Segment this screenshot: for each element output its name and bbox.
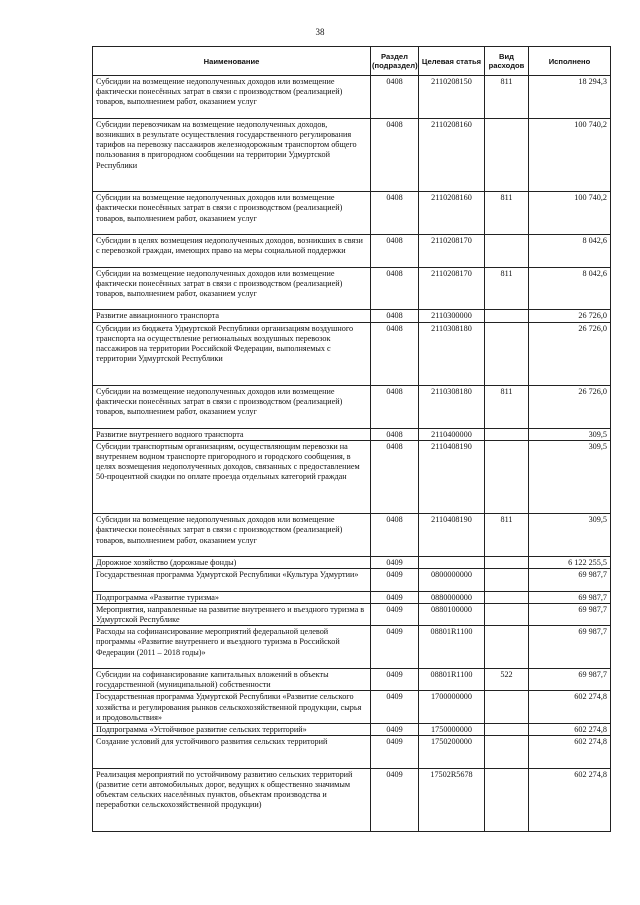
table-row <box>93 322 611 385</box>
cell-executed: 309,5 <box>529 428 611 440</box>
cell-expense-type <box>485 322 529 385</box>
table-body <box>93 76 611 832</box>
cell-section: 0408 <box>371 192 419 235</box>
cell-section: 0408 <box>371 76 419 119</box>
cell-expense-type: 811 <box>485 385 529 428</box>
cell-section: 0408 <box>371 428 419 440</box>
cell-name: Дорожное хозяйство (дорожные фонды) <box>93 556 371 568</box>
cell-expense-type <box>485 603 529 625</box>
cell-section: 0408 <box>371 267 419 310</box>
cell-section: 0409 <box>371 591 419 603</box>
cell-expense-type: 811 <box>485 514 529 557</box>
page-number: 38 <box>315 27 325 37</box>
cell-name: Развитие внутреннего водного транспорта <box>93 428 371 440</box>
cell-target-item: 2110300000 <box>419 310 485 322</box>
cell-target-item: 2110308180 <box>419 322 485 385</box>
cell-section: 0409 <box>371 603 419 625</box>
cell-name: Государственная программа Удмуртской Республики «Культура Удмуртии» <box>93 569 371 591</box>
cell-target-item <box>419 556 485 568</box>
cell-expense-type: 522 <box>485 668 529 690</box>
cell-expense-type <box>485 556 529 568</box>
table-row <box>93 192 611 235</box>
cell-section: 0409 <box>371 668 419 690</box>
budget-table <box>92 46 611 832</box>
cell-executed: 602 274,8 <box>529 736 611 769</box>
table-row <box>93 385 611 428</box>
cell-executed: 100 740,2 <box>529 192 611 235</box>
cell-expense-type <box>485 428 529 440</box>
cell-section: 0409 <box>371 626 419 669</box>
cell-section: 0409 <box>371 723 419 735</box>
cell-name: Субсидии из бюджета Удмуртской Республики организациям воздушного транспорта на осуществление региональных воздушных перевозок пассажиров на территории Российской Федерации, выполняемых с территории Удмуртской Республики <box>93 322 371 385</box>
cell-target-item: 0880100000 <box>419 603 485 625</box>
table-row <box>93 736 611 769</box>
table-row <box>93 440 611 513</box>
cell-name: Субсидии в целях возмещения недополученных доходов, возникших в связи с перевозкой граждан, имеющих право на меры социальной поддержки <box>93 234 371 267</box>
cell-section: 0408 <box>371 514 419 557</box>
cell-expense-type <box>485 591 529 603</box>
cell-name: Развитие авиационного транспорта <box>93 310 371 322</box>
cell-executed: 6 122 255,5 <box>529 556 611 568</box>
table-row <box>93 234 611 267</box>
table-header-row <box>93 47 611 76</box>
cell-name: Расходы на софинансирование мероприятий федеральной целевой программы «Развитие внутреннего и въездного туризма в Российской Федерации (2011 – 2018 годы)» <box>93 626 371 669</box>
cell-name: Подпрограмма «Развитие туризма» <box>93 591 371 603</box>
cell-name: Мероприятия, направленные на развитие внутреннего и въездного туризма в Удмуртской Республике <box>93 603 371 625</box>
cell-target-item: 2110208170 <box>419 234 485 267</box>
cell-executed: 26 726,0 <box>529 310 611 322</box>
cell-expense-type <box>485 118 529 191</box>
cell-executed: 69 987,7 <box>529 626 611 669</box>
table-row <box>93 556 611 568</box>
table-row <box>93 118 611 191</box>
cell-name: Подпрограмма «Устойчивое развитие сельских территорий» <box>93 723 371 735</box>
table-row <box>93 267 611 310</box>
cell-executed: 69 987,7 <box>529 603 611 625</box>
cell-name: Создание условий для устойчивого развития сельских территорий <box>93 736 371 769</box>
cell-expense-type <box>485 310 529 322</box>
cell-target-item: 2110208170 <box>419 267 485 310</box>
cell-name: Субсидии на возмещение недополученных доходов или возмещение фактически понесённых затрат в связи с производством (реализацией) товаров, выполнением работ, оказанием услуг <box>93 192 371 235</box>
cell-target-item: 0800000000 <box>419 569 485 591</box>
cell-expense-type <box>485 626 529 669</box>
cell-section: 0409 <box>371 691 419 724</box>
cell-name: Субсидии на софинансирование капитальных вложений в объекты государственной (муниципальной) собственности <box>93 668 371 690</box>
header-executed: Исполнено <box>529 47 611 76</box>
cell-target-item: 2110208160 <box>419 118 485 191</box>
cell-expense-type <box>485 440 529 513</box>
cell-name: Субсидии на возмещение недополученных доходов или возмещение фактически понесённых затрат в связи с производством (реализацией) товаров, выполнением работ, оказанием услуг <box>93 514 371 557</box>
cell-expense-type <box>485 569 529 591</box>
cell-name: Субсидии на возмещение недополученных доходов или возмещение фактически понесённых затрат в связи с производством (реализацией) товаров, выполнением работ, оказанием услуг <box>93 267 371 310</box>
cell-target-item: 08801R1100 <box>419 626 485 669</box>
table-row <box>93 569 611 591</box>
cell-executed: 309,5 <box>529 514 611 557</box>
cell-section: 0408 <box>371 118 419 191</box>
cell-name: Субсидии на возмещение недополученных доходов или возмещение фактически понесённых затрат в связи с производством (реализацией) товаров, выполнением работ, оказанием услуг <box>93 385 371 428</box>
cell-target-item: 2110208150 <box>419 76 485 119</box>
cell-executed: 69 987,7 <box>529 569 611 591</box>
cell-expense-type <box>485 691 529 724</box>
cell-name: Государственная программа Удмуртской Республики «Развитие сельского хозяйства и регулирования рынков сельскохозяйственной продукции, сырья и продовольствия» <box>93 691 371 724</box>
cell-executed: 602 274,8 <box>529 691 611 724</box>
cell-section: 0408 <box>371 440 419 513</box>
table-row <box>93 626 611 669</box>
cell-name: Субсидии транспортным организациям, осуществляющим перевозки на внутреннем водном транспорте пригородного и городского сообщения, в целях возмещения недополученных доходов, связанных с предоставлением 50-процентной скидки по оплате проезда отдельных категорий граждан <box>93 440 371 513</box>
cell-executed: 8 042,6 <box>529 267 611 310</box>
table-row <box>93 768 611 831</box>
cell-target-item: 1750000000 <box>419 723 485 735</box>
cell-executed: 69 987,7 <box>529 591 611 603</box>
cell-section: 0408 <box>371 385 419 428</box>
table-row <box>93 668 611 690</box>
cell-name: Субсидии перевозчикам на возмещение недополученных доходов, возникших в результате осуществления государственного регулирования тарифов на перевозку пассажиров железнодорожным транспортом общего пользования в пригородном сообщении на территории Удмуртской Республики <box>93 118 371 191</box>
cell-target-item: 08801R1100 <box>419 668 485 690</box>
cell-expense-type: 811 <box>485 192 529 235</box>
cell-executed: 18 294,3 <box>529 76 611 119</box>
table-row <box>93 723 611 735</box>
table-row <box>93 76 611 119</box>
cell-target-item: 2110208160 <box>419 192 485 235</box>
cell-section: 0409 <box>371 768 419 831</box>
header-target-item: Целевая статья <box>419 47 485 76</box>
cell-target-item: 17502R5678 <box>419 768 485 831</box>
cell-expense-type <box>485 736 529 769</box>
cell-executed: 26 726,0 <box>529 385 611 428</box>
cell-target-item: 0880000000 <box>419 591 485 603</box>
cell-target-item: 2110400000 <box>419 428 485 440</box>
table-row <box>93 514 611 557</box>
cell-executed: 602 274,8 <box>529 723 611 735</box>
cell-executed: 100 740,2 <box>529 118 611 191</box>
cell-target-item: 1700000000 <box>419 691 485 724</box>
table-row <box>93 310 611 322</box>
cell-executed: 602 274,8 <box>529 768 611 831</box>
header-name: Наименование <box>93 47 371 76</box>
cell-expense-type <box>485 234 529 267</box>
cell-expense-type: 811 <box>485 76 529 119</box>
header-section: Раздел (подраздел) <box>371 47 419 76</box>
cell-name: Реализация мероприятий по устойчивому развитию сельских территорий (развитие сети автомобильных дорог, ведущих к общественно значимым объектам сельских населённых пунктов, объектам производства и переработки сельскохозяйственной продукции) <box>93 768 371 831</box>
header-expense-type: Вид расходов <box>485 47 529 76</box>
cell-section: 0408 <box>371 322 419 385</box>
cell-section: 0409 <box>371 569 419 591</box>
cell-section: 0408 <box>371 234 419 267</box>
cell-executed: 309,5 <box>529 440 611 513</box>
cell-expense-type <box>485 768 529 831</box>
cell-executed: 26 726,0 <box>529 322 611 385</box>
cell-target-item: 2110308180 <box>419 385 485 428</box>
cell-section: 0409 <box>371 556 419 568</box>
cell-target-item: 1750200000 <box>419 736 485 769</box>
cell-name: Субсидии на возмещение недополученных доходов или возмещение фактически понесённых затрат в связи с производством (реализацией) товаров, выполнением работ, оказанием услуг <box>93 76 371 119</box>
cell-expense-type <box>485 723 529 735</box>
table-row <box>93 603 611 625</box>
cell-executed: 8 042,6 <box>529 234 611 267</box>
cell-expense-type: 811 <box>485 267 529 310</box>
table-row <box>93 691 611 724</box>
cell-section: 0408 <box>371 310 419 322</box>
cell-section: 0409 <box>371 736 419 769</box>
cell-target-item: 2110408190 <box>419 440 485 513</box>
table-row <box>93 591 611 603</box>
cell-target-item: 2110408190 <box>419 514 485 557</box>
table-row <box>93 428 611 440</box>
cell-executed: 69 987,7 <box>529 668 611 690</box>
